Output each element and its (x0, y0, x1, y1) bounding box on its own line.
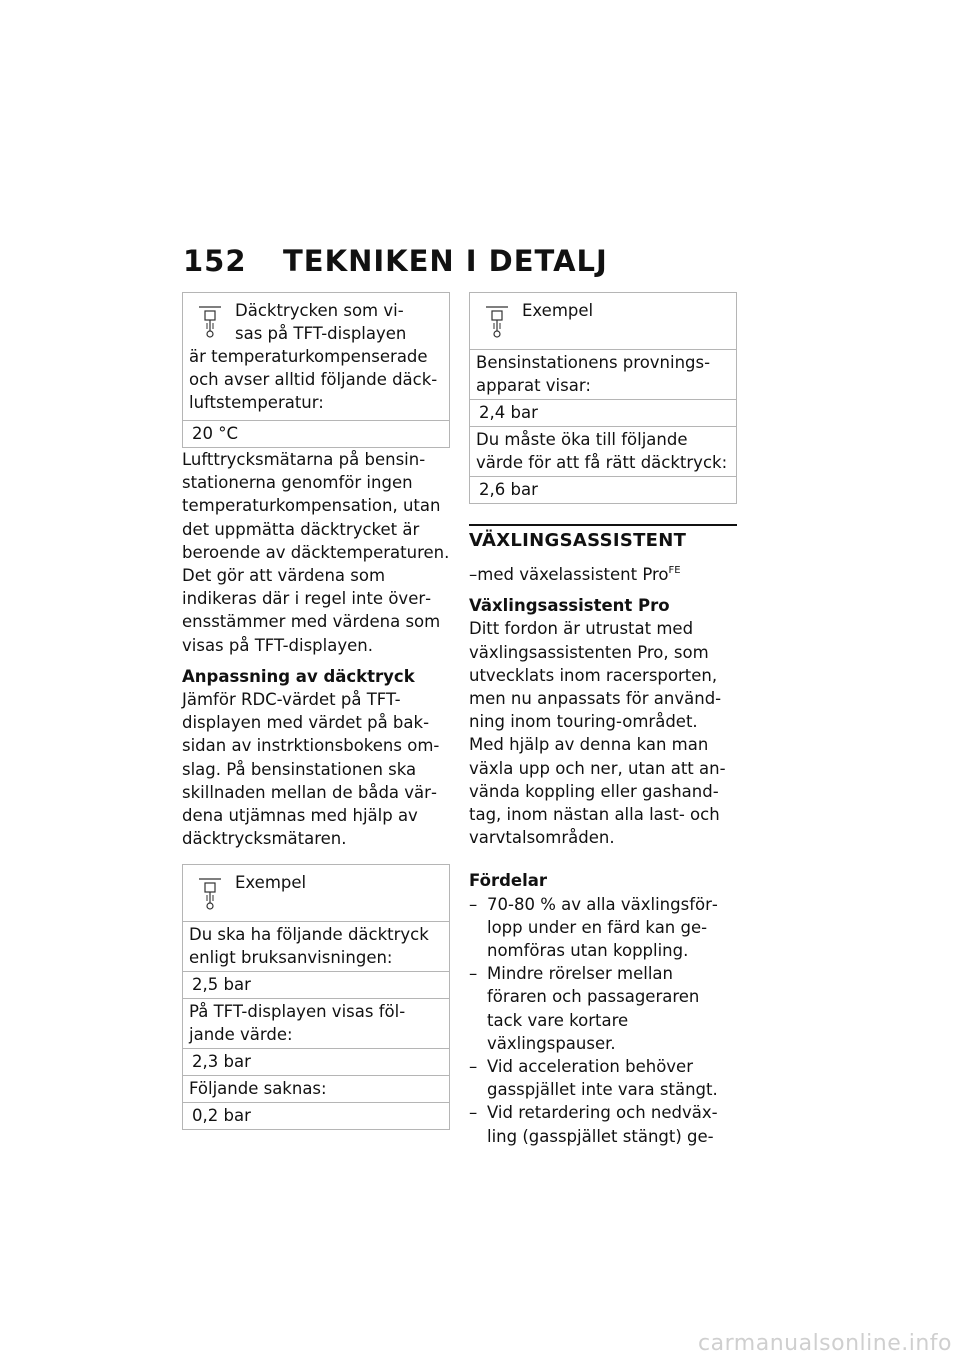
example-row-label: Du måste öka till följande värde för att få rätt däcktryck: (470, 426, 736, 476)
option-code: FE (668, 565, 681, 576)
example-row-label: Du ska ha följande däcktryck enligt bruksanvisningen: (183, 921, 449, 971)
note-value: 20 °C (183, 420, 449, 447)
option-text: –med växelassistent Pro (469, 565, 669, 584)
example-box-right (469, 292, 737, 504)
heading-advantages: Fördelar (469, 871, 548, 891)
watermark: carmanualsonline.info (698, 1331, 952, 1356)
advantages-list (469, 893, 737, 1148)
section-title-shift-assistant: VÄXLINGSASSISTENT (469, 524, 737, 551)
page-title: TEKNIKEN I DETALJ (283, 244, 608, 278)
heading-adjust-pressure: Anpassning av däcktryck (182, 666, 415, 686)
note-box-head (183, 293, 449, 420)
example-row-value: 2,5 bar (183, 971, 449, 998)
paragraph-shift-assistant: Ditt fordon är utrustat med växlingsassistenten Pro, som utvecklats inom racersporten, men nu anpassats för användning inom touring-området. Med hjälp av denna kan man växla upp och ner, utan att använda koppling eller gashandtag, inom nästan alla last- och varvtalsområden. (469, 619, 726, 848)
paragraph-adjust-pressure: Jämför RDC-värdet på TFT-displayen med värdet på baksidan av instrktionsbokens omslag. På bensinstationen ska skillnaden mellan de båda värdena utjämnas med hjälp av däcktrycksmätaren. (182, 690, 440, 849)
list-item: – 70-80 % av alla växlingsförlopp under en färd kan genomföras utan koppling. (469, 893, 737, 963)
example-box-left (182, 864, 450, 1130)
list-item: – Vid retardering och nedväxling (gasspjället stängt) ge- (469, 1101, 737, 1147)
example-title: Exempel (522, 301, 594, 320)
page-number: 152 (183, 244, 247, 278)
example-row-value: 2,4 bar (470, 399, 736, 426)
tire-gauge-icon (195, 305, 225, 339)
tire-gauge-icon (195, 877, 225, 911)
example-row-value: 0,2 bar (183, 1102, 449, 1129)
paragraph-pressure-gauges: Lufttrycksmätarna på bensinstationerna genomför ingen temperaturkompensation, utan det uppmätta däcktrycket är beroende av däcktemperaturen. Det gör att värdena som indikeras där i regel inte överensstämmer med värdena som visas på TFT-displayen. (182, 450, 450, 655)
heading-shift-assistant-pro: Växlingsassistent Pro (469, 596, 670, 616)
example-row-label: Följande saknas: (183, 1075, 449, 1102)
example-box-head (470, 293, 736, 349)
note-text-second: sas på TFT-displayen (235, 324, 407, 343)
list-item: – Mindre rörelser mellan föraren och passageraren tack vare kortare växlingspauser. (469, 962, 737, 1055)
example-row-value: 2,3 bar (183, 1048, 449, 1075)
example-row-label: På TFT-displayen visas följande värde: (183, 998, 449, 1048)
right-column (469, 292, 737, 1148)
example-row-label: Bensinstationens provningsapparat visar: (470, 349, 736, 399)
left-column (182, 292, 450, 1130)
page-header (183, 244, 608, 278)
note-box (182, 292, 450, 448)
example-box-head (183, 865, 449, 921)
note-text-first: Däcktrycken som vi- (235, 301, 404, 320)
list-item: – Vid acceleration behöver gasspjället inte vara stängt. (469, 1055, 737, 1101)
tire-gauge-icon (482, 305, 512, 339)
example-title: Exempel (235, 873, 307, 893)
example-row-value: 2,6 bar (470, 476, 736, 503)
note-text-rest: är temperaturkompenserade och avser alltid följande däckluftstemperatur: (189, 347, 438, 412)
option-line (469, 559, 737, 586)
